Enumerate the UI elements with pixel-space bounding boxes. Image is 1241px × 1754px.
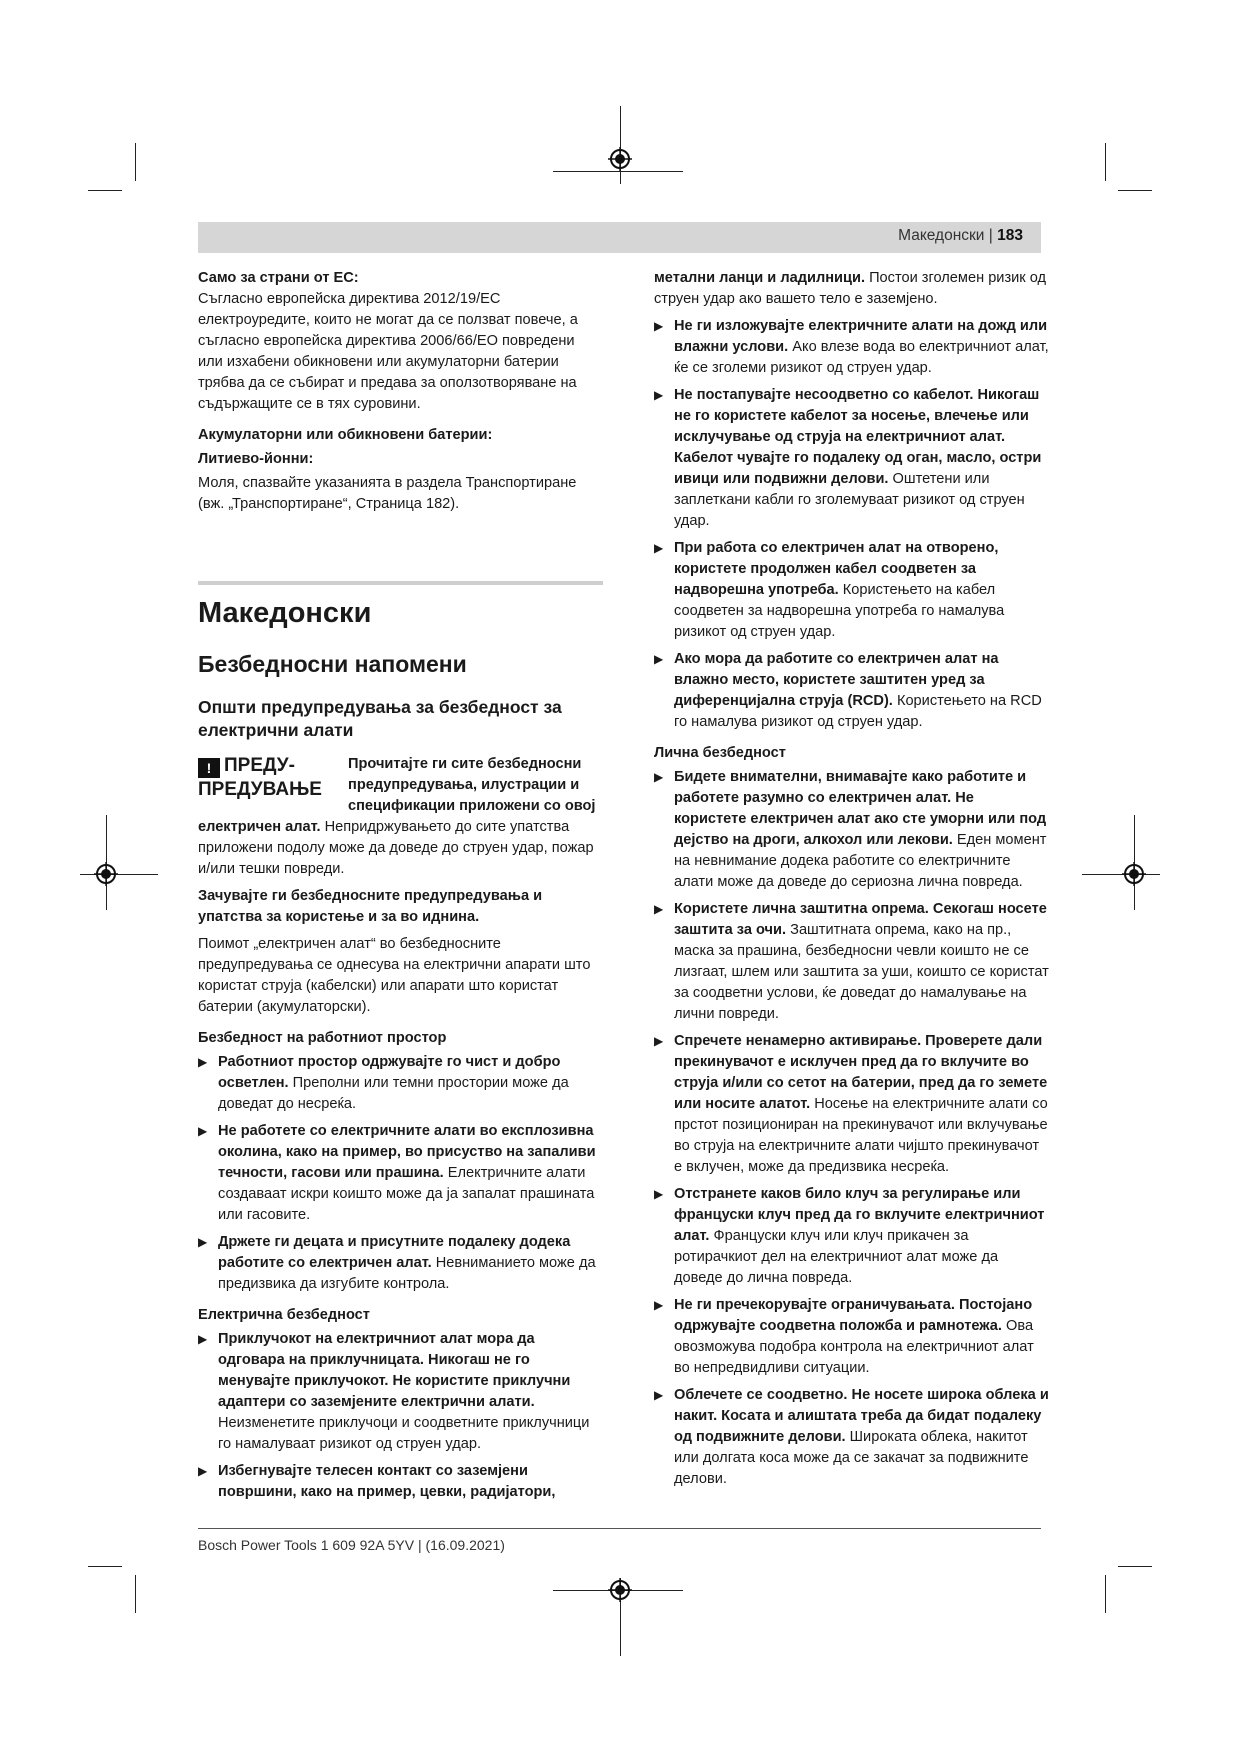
bullet-bold: Отстранете каков било клуч за регулирање или француски клуч пред да го вклучите електричниот алат. (674, 1186, 1045, 1244)
registration-mark-icon (608, 1578, 632, 1602)
bullet-bold: Користете лична заштитна опрема. Секогаш носете заштита за очи. (674, 901, 1047, 938)
bullet-bold: При работа со електричен алат на отворено, користете продолжен кабел соодветен за надворешна употреба. (674, 540, 999, 598)
term-definition: Поимот „електричен алат“ во безбедносните предупредувања се однесува на електрични апарати што користат струја (кабелски) или апарати што користат батерии (акумулаторски). (198, 936, 591, 1015)
bullet-text: Користењето на кабел соодветен за надворешна употреба го намалува ризикот од струен удар. (674, 582, 1005, 640)
crop-mark (1118, 1566, 1152, 1567)
registration-mark-icon (94, 862, 118, 886)
bullet-text: Неизменетите приклучоци и соодветните приклучници го намалуваат ризикот од струен удар. (218, 1415, 590, 1452)
footer-rule (198, 1528, 1041, 1529)
crop-mark (1118, 190, 1152, 191)
bullet-text: Оштетени или заплеткани кабли го зголемуваат ризикот од струен удар. (674, 471, 1025, 529)
left-column-lower (198, 596, 603, 1509)
personal-heading: Лична безбедност (654, 745, 786, 761)
bullet-bold: Не работете со електричните алати во експлозивна околина, како на пример, во присуство на запаливи течности, гасови или прашина. (218, 1123, 596, 1181)
eu-heading: Само за страни от ЕС: (198, 270, 359, 286)
bullet-text: Носење на електричните алати со прстот позициониран на прекинувачот или вклучување во струја на електричните алати чијшто прекинувачот е вклучен, може да предизвика несреќа. (674, 1096, 1048, 1175)
warning-label-line2: ПРЕДУВАЊЕ (198, 779, 322, 800)
header-section: Македонски (898, 227, 985, 244)
crop-mark (1105, 143, 1106, 181)
crop-mark (1105, 1575, 1106, 1613)
bullet-bold: Не ги изложувајте електричните алати на дожд или влажни услови. (674, 318, 1048, 355)
work-area-heading: Безбедност на работниот простор (198, 1030, 447, 1046)
warning-triangle-icon: ! (198, 758, 220, 778)
bullet-item (654, 1184, 1049, 1289)
bullet-item (198, 1232, 603, 1295)
electrical-list-left (198, 1329, 603, 1503)
bullet-bold: Спречете ненамерно активирање. Проверете дали прекинувачот е исклучен пред да го вклучите во струја и/или со сетот на батерии, пред да го земете или носите алатот. (674, 1033, 1048, 1112)
crop-mark (88, 1566, 122, 1567)
bullet-item (654, 1295, 1049, 1379)
battery-heading: Акумулаторни или обикновени батерии: (198, 427, 493, 443)
li-ion-text: Моля, спазвайте указанията в раздела Транспортиране (вж. „Транспортиране“, Страница 182). (198, 475, 577, 512)
bullet-item (654, 767, 1049, 893)
bullet-text: Ако влезе вода во електричниот алат, ќе се зголеми ризикот од струен удар. (674, 339, 1049, 376)
registration-mark-icon (1122, 862, 1146, 886)
bullet-item (654, 1031, 1049, 1178)
personal-safety-list (654, 767, 1049, 1490)
bullet-bold: Избегнувајте телесен контакт со заземјени површини, како на пример, цевки, радијатори, (218, 1463, 556, 1500)
bullet-bold: Работниот простор одржувајте го чист и добро осветлен. (218, 1054, 561, 1091)
bullet-text: Француски клуч или клуч прикачен за ротирачкиот дел на електричниот алат може да доведе до лична повреда. (674, 1228, 999, 1286)
bullet-item (654, 899, 1049, 1025)
crop-mark (135, 1575, 136, 1613)
bullet-item (198, 1052, 603, 1115)
crop-mark (88, 190, 122, 191)
warning-text-normal: Непридржувањето до сите упатства приложени подолу може да доведе до струен удар, пожар и/или тешки повреди. (198, 819, 594, 877)
electrical-list-right (654, 316, 1049, 733)
bullet-bold: Бидете внимателни, внимавајте како работите и работете разумно со електричен алат. Не користете електричен алат ако сте уморни или под дејство на дроги, алкохол или лекови. (674, 769, 1047, 848)
continued-text (654, 268, 1049, 310)
page-header (198, 222, 1041, 253)
warning-block (198, 754, 603, 880)
bullet-item (198, 1121, 603, 1226)
bullet-bold: Не постапувајте несоодветно со кабелот. Никогаш не го користете кабелот за носење, влечење или исклучување од струја на електричниот алат. Кабелот чувајте го подалеку од оган, масло, остри ивици или подвижни делови. (674, 387, 1042, 487)
warning-label (198, 754, 348, 801)
header-separator: | (988, 227, 993, 244)
bullet-bold: Не ги пречекорувајте ограничувањата. Постојано одржувајте соодветна положба и рамнотежа. (674, 1297, 1033, 1334)
bullet-item (198, 1461, 603, 1503)
crop-mark (135, 143, 136, 181)
bullet-text: Користењето на RCD го намалува ризикот од струен удар. (674, 693, 1042, 730)
bullet-text: Заштитната опрема, како на пр., маска за прашина, безбедносни чевли коишто не се лизгаат, шлем или заштита за уши, коишто се користат за соодветни услови, ќе доведат до намалување на лични повреди. (674, 922, 1049, 1022)
header-text (898, 227, 1023, 245)
bullet-item (654, 538, 1049, 643)
left-column (198, 268, 603, 521)
bullet-text: Електричните алати создаваат искри коишто може да ја запалат прашината или гасовите. (218, 1165, 595, 1223)
bullet-text: Еден момент на невнимание додека работите со електричните алати може да доведе до сериозна лична повреда. (674, 832, 1047, 890)
bullet-bold: Ако мора да работите со електричен алат на влажно место, користете заштитен уред за диференцијална струја (RCD). (674, 651, 999, 709)
page-number: 183 (997, 227, 1023, 244)
footer-text: Bosch Power Tools 1 609 92A 5YV | (16.09.2021) (198, 1537, 505, 1553)
crop-mark (620, 106, 621, 184)
bullet-text: Преполни или темни простории може да доведат до несреќа. (218, 1075, 569, 1112)
bullet-text: Невниманието може да предизвика да изгубите контрола. (218, 1255, 596, 1292)
section-rule (198, 581, 603, 585)
right-column (654, 268, 1049, 1496)
eu-text: Съгласно европейска директива 2012/19/ЕС електроуредите, които не могат да се ползват повече, а съгласно европейска директива 2006/66/ЕО повредени или изхабени обикновени или акумулаторни батерии трябва да се събират и предава за оползотворяване на съдържащите се в тях суровини. (198, 291, 578, 412)
bullet-item (654, 649, 1049, 733)
crop-mark (1082, 874, 1160, 875)
keep-instructions: Зачувајте ги безбедносните предупредувања и упатства за користење и за во иднина. (198, 888, 543, 925)
warning-label-line1: ПРЕДУ- (224, 755, 295, 776)
bullet-bold: Облечете се соодветно. Не носете широка облека и накит. Косата и алиштата треба да бидат подалеку од подвижните делови. (674, 1387, 1049, 1445)
page-title: Македонски (198, 597, 372, 629)
continued-normal: Постои зголемен ризик од струен удар ако вашето тело е заземјено. (654, 270, 1047, 307)
li-ion-heading: Литиево-йонни: (198, 451, 314, 467)
crop-mark (553, 171, 683, 172)
registration-mark-icon (608, 147, 632, 171)
bullet-item (654, 316, 1049, 379)
work-area-list (198, 1052, 603, 1295)
bullet-text: Широката облека, накитот или долгата коса може да се закачат за подвижните делови. (674, 1429, 1029, 1487)
bullet-item (654, 385, 1049, 532)
section-title: Безбедносни напомени (198, 651, 467, 677)
electrical-heading: Електрична безбедност (198, 1307, 370, 1323)
subsection-title: Општи предупредувања за безбедност за електрични алати (198, 697, 562, 740)
bullet-item (198, 1329, 603, 1455)
bullet-text: Ова овозможува подобра контрола на електричниот алат во непредвидливи ситуации. (674, 1318, 1034, 1376)
bullet-bold: Држете ги децата и присутните подалеку додека работите со електричен алат. (218, 1234, 571, 1271)
warning-text-bold: Прочитајте ги сите безбедносни предупредувања, илустрации и спецификации приложени со овој електричен алат. (198, 756, 596, 835)
bullet-bold: Приклучокот на електричниот алат мора да одговара на приклучницата. Никогаш не го менувајте приклучокот. Не користите приклучни адаптери со заземјените електрични алати. (218, 1331, 571, 1410)
bullet-item (654, 1385, 1049, 1490)
crop-mark (80, 874, 158, 875)
continued-bold: метални ланци и ладилници. (654, 270, 865, 286)
